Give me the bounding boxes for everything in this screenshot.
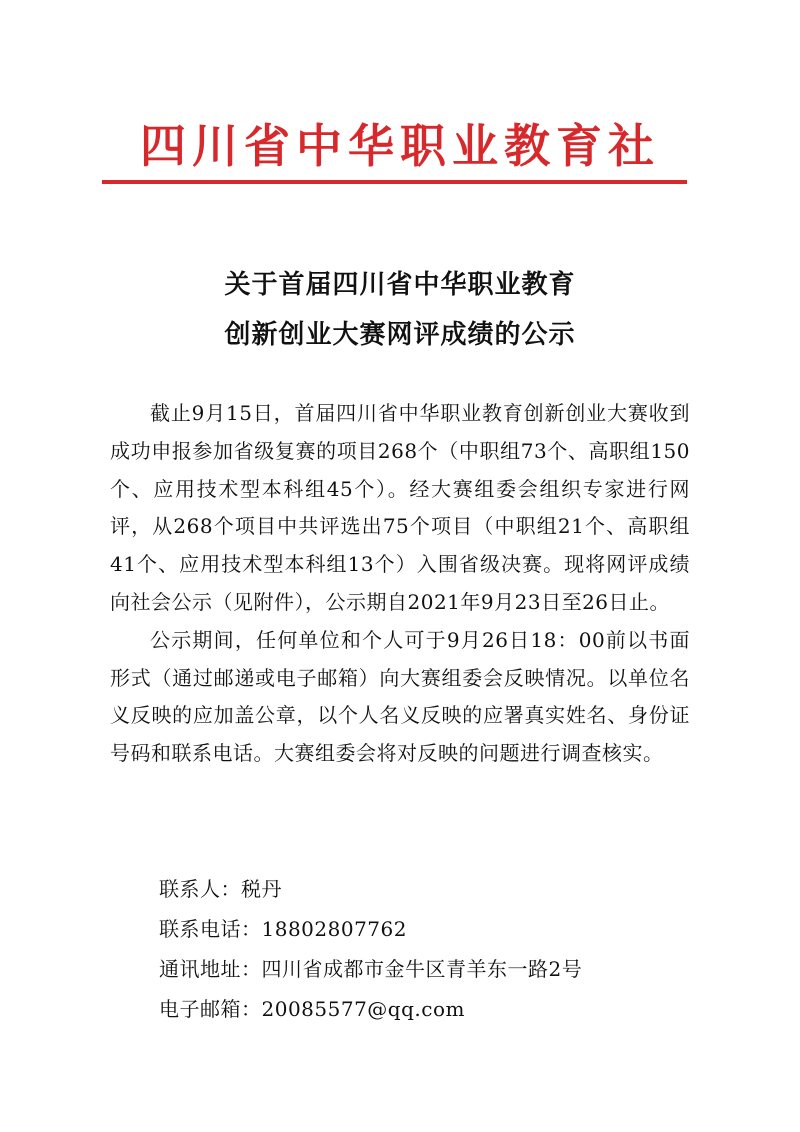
document-body [110, 395, 690, 773]
body-paragraph-2: 公示期间，任何单位和个人可于9月26日18：00前以书面形式（通过邮递或电子邮箱）向大赛组委会反映情况。以单位名义反映的应加盖公章，以个人名义反映的应署真实姓名、身份证号码和联系电话。大赛组委会将对反映的问题进行调查核实。 [110, 627, 690, 766]
organization-header: 四川省中华职业教育社 [140, 119, 660, 173]
contact-address: 通讯地址：四川省成都市金牛区青羊东一路2号 [159, 957, 583, 981]
contact-person: 联系人：税丹 [159, 877, 282, 901]
header-divider [102, 180, 687, 184]
body-paragraph-1: 截止9月15日，首届四川省中华职业教育创新创业大赛收到成功申报参加省级复赛的项目268个（中职组73个、高职组150个、应用技术型本科组45个）。经大赛组委会组织专家进行网评，从268个项目中共评选出75个项目（中职组21个、高职组41个、应用技术型本科组13个）入围省级决赛。现将网评成绩向社会公示（见附件），公示期自2021年9月23日至26日止。 [110, 401, 690, 614]
contact-phone: 联系电话：18802807762 [159, 917, 407, 941]
document-title-line-2: 创新创业大赛网评成绩的公示 [224, 320, 576, 350]
contact-email: 电子邮箱：20085577@qq.com [159, 997, 465, 1021]
document-title-line-1: 关于首届四川省中华职业教育 [224, 270, 576, 300]
